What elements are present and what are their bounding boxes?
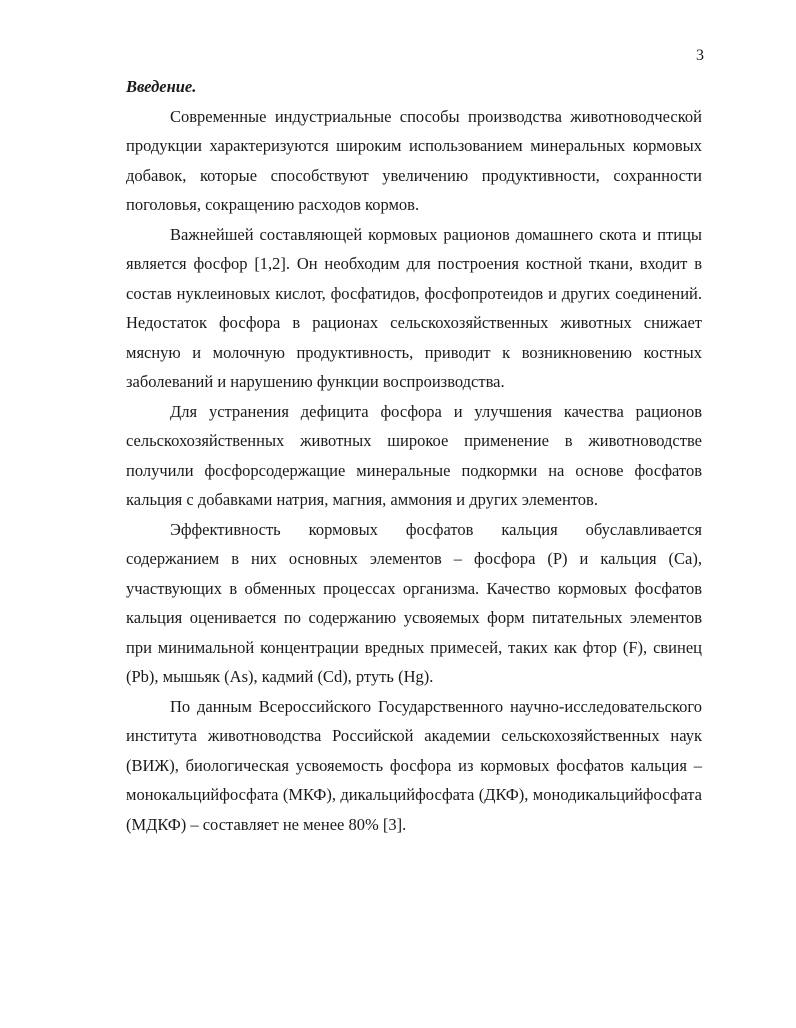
section-heading: Введение. [126, 77, 197, 96]
paragraph-4: Эффективность кормовых фосфатов кальция обуславливается содержанием в них основных элементов – фосфора (P) и кальция (Ca), участвующих в обменных процессах организма. Качество кормовых фосфатов кальция оценивается по содержанию усвояемых форм питательных элементов при минимальной концентрации вредных примесей, таких как фтор (F), свинец (Pb), мышьяк (As), кадмий (Cd), ртуть (Hg). [126, 519, 702, 686]
paragraph-2: Важнейшей составляющей кормовых рационов домашнего скота и птицы является фосфор [1,2]. Он необходим для построения костной ткани, входит в состав нуклеиновых кислот, фосфатидов, фосфопротеидов и других соединений. Недостаток фосфора в рационах сельскохозяйственных животных снижает мясную и молочную продуктивность, приводит к возникновению костных заболеваний и нарушению функции воспроизводства. [126, 224, 702, 391]
paragraph-5: По данным Всероссийского Государственного научно-исследовательского института животноводства Российской академии сельскохозяйственных наук (ВИЖ), биологическая усвояемость фосфора из кормовых фосфатов кальция – монокальцийфосфата (МКФ), дикальцийфосфата (ДКФ), монодикальцийфосфата (МДКФ) – составляет не менее 80% [3]. [126, 696, 702, 834]
page-content [126, 72, 702, 839]
paragraph-1: Современные индустриальные способы производства животноводческой продукции характеризуются широким использованием минеральных кормовых добавок, которые способствуют увеличению продуктивности, сохранности поголовья, сокращению расходов кормов. [126, 106, 702, 214]
paragraph-3: Для устранения дефицита фосфора и улучшения качества рационов сельскохозяйственных животных широкое применение в животноводстве получили фосфорсодержащие минеральные подкормки на основе фосфатов кальция с добавками натрия, магния, аммония и других элементов. [126, 401, 702, 509]
page-number: 3 [696, 47, 704, 64]
